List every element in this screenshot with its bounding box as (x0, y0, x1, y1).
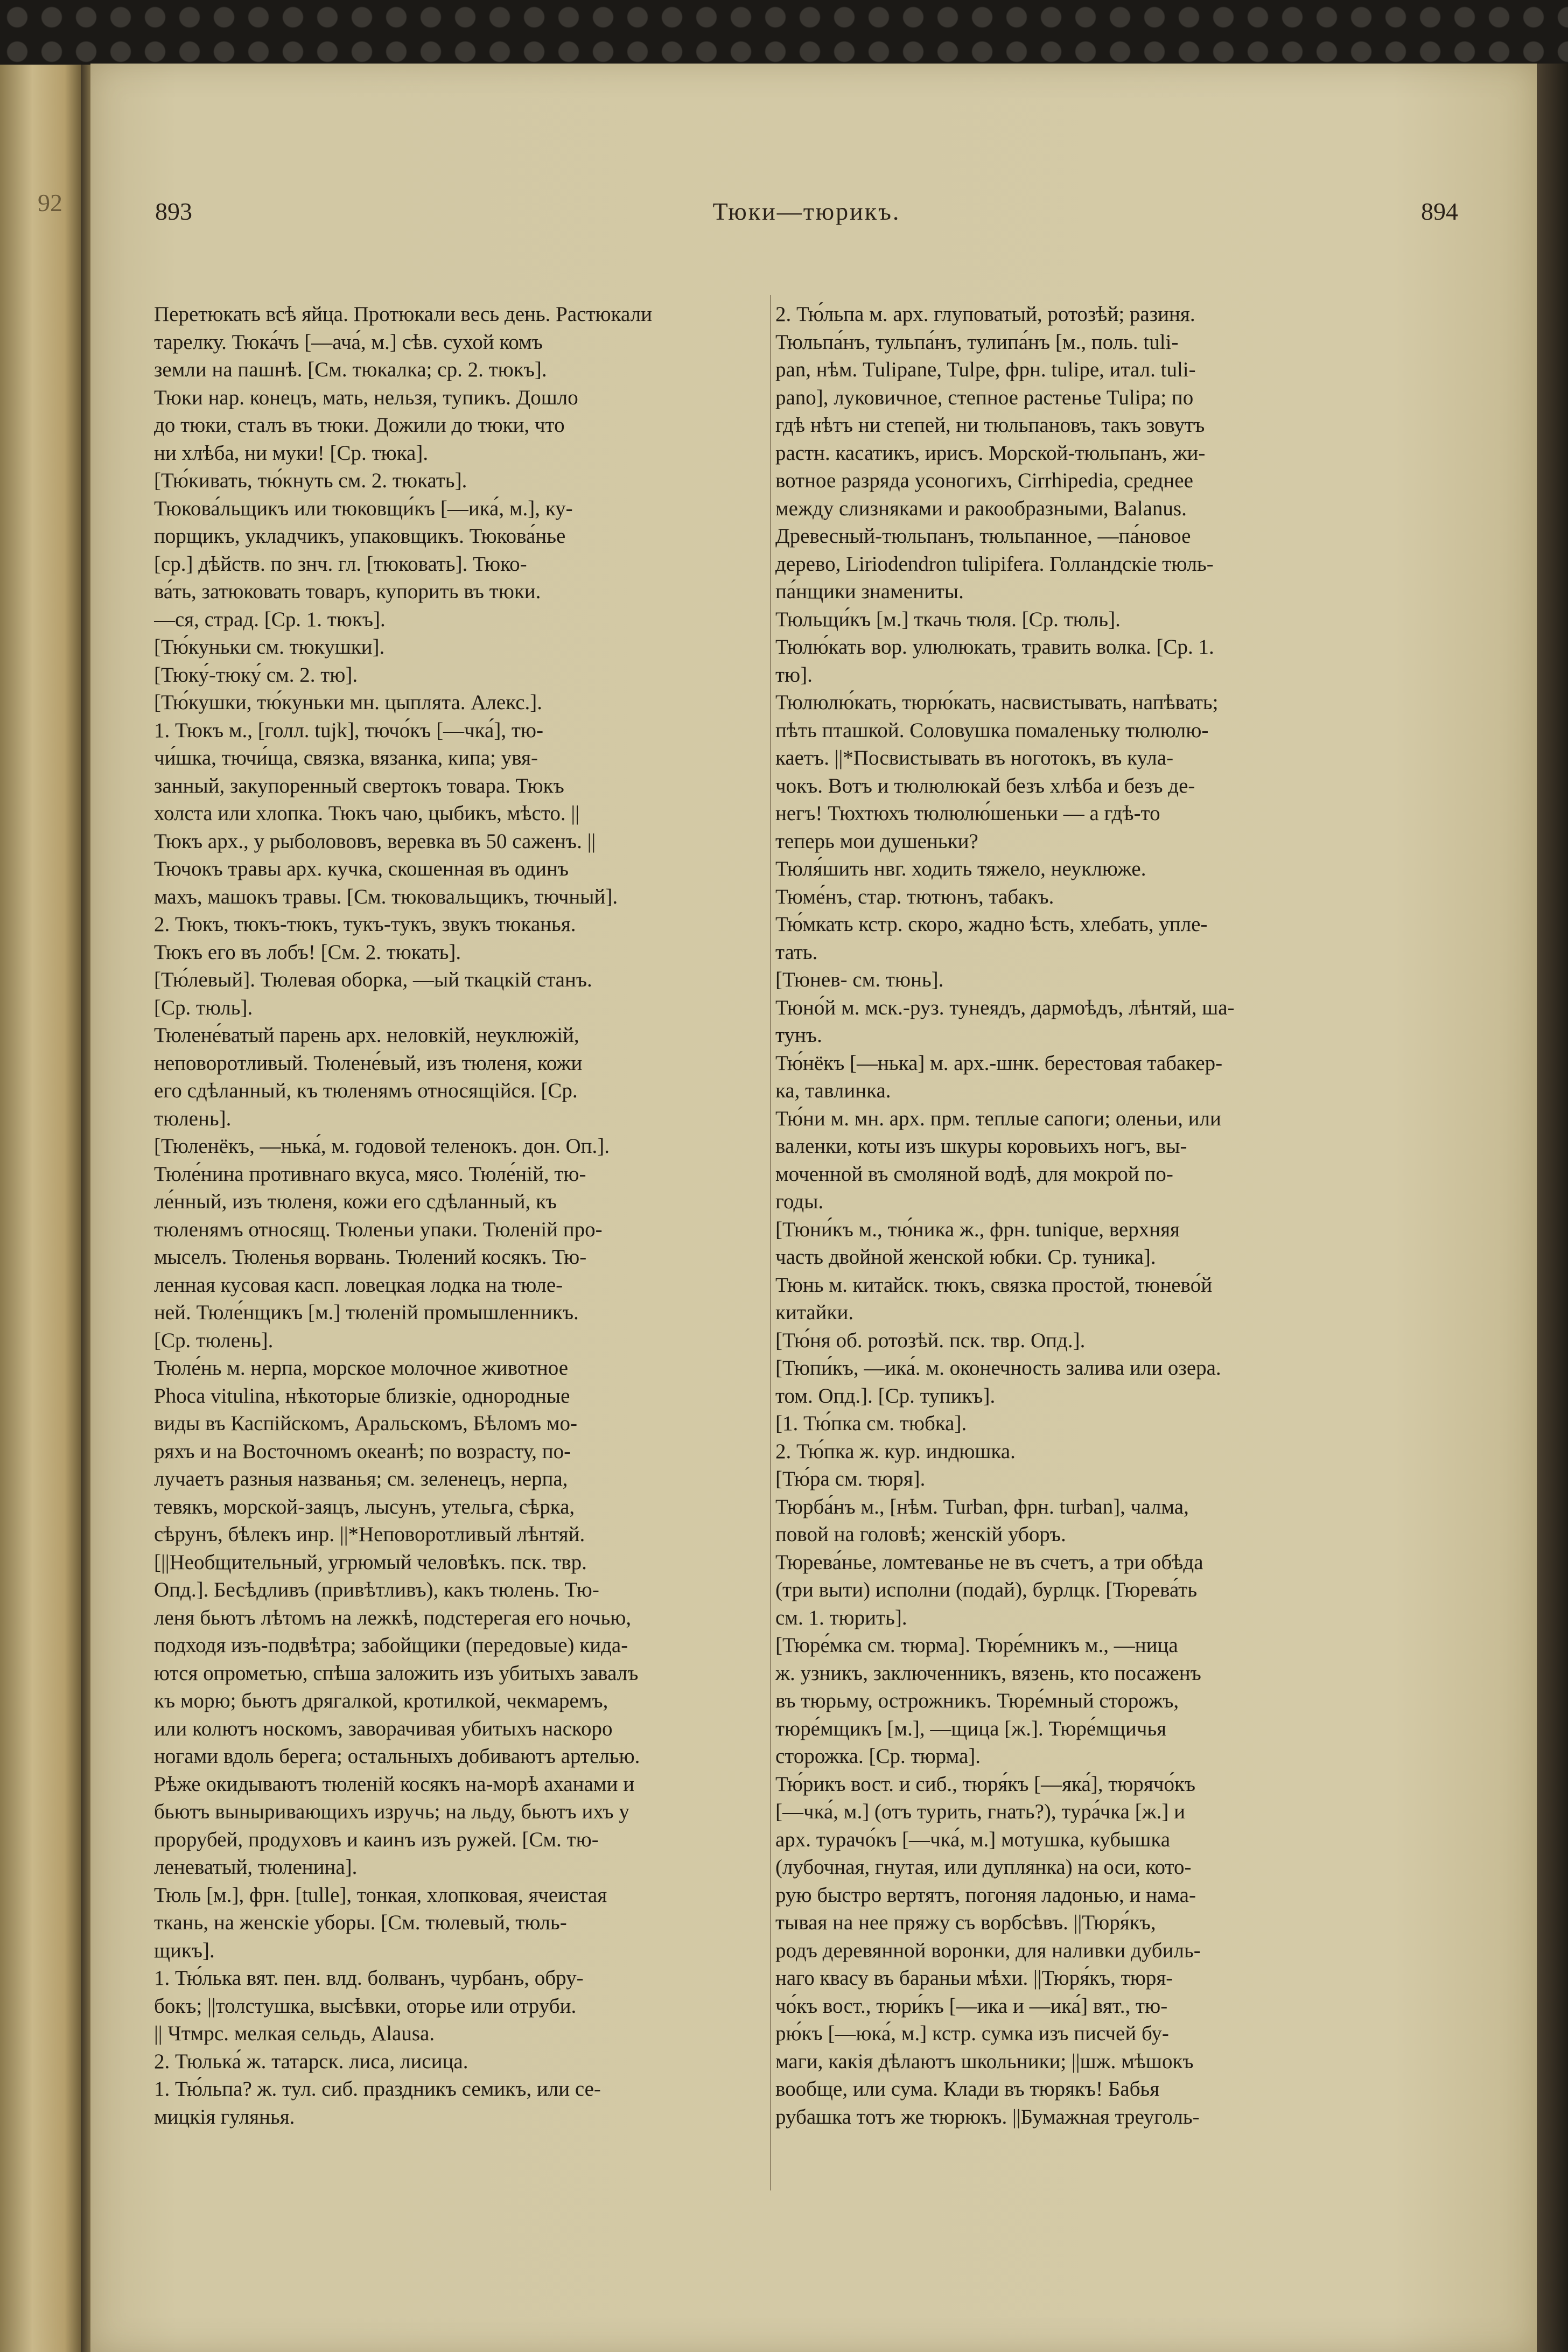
text-line: Тю́мкать кстр. скоро, жадно ѣсть, хлебать, упле- (775, 913, 1208, 936)
text-line: маги, какія дѣлаютъ школьники; ||шж. мѣшокъ (775, 2049, 1194, 2073)
text-line: тывая на нее пряжу съ ворбсѣвъ. ||Тюря́къ, (775, 1911, 1156, 1934)
text-line: [Тю́левый]. Тюлевая оборка, —ый ткацкій станъ. (154, 968, 592, 991)
text-line: тарелку. Тюка́чъ [—ача́, м.] сѣв. сухой комъ (154, 330, 543, 354)
text-line: вотное разряда усоногихъ, Cirrhipedia, среднее (775, 469, 1193, 492)
text-line: чокъ. Вотъ и тюлюлюкай безъ хлѣба и безъ де- (775, 774, 1195, 797)
text-line: [Тюни́къ м., тю́ника ж., фрн. tunique, верхняя (775, 1217, 1180, 1241)
text-line: или колютъ носкомъ, заворачивая убитыхъ наскоро (154, 1717, 613, 1740)
text-line: тю]. (775, 663, 813, 687)
text-line: [1. Тю́пка см. тюбка]. (775, 1412, 967, 1435)
text-line: подходя изъ-подвѣтра; забойщики (передовые) кида- (154, 1634, 628, 1657)
text-line: щикъ]. (154, 1938, 215, 1962)
text-line: родъ деревянной воронки, для наливки дубиль- (775, 1938, 1201, 1962)
text-line: [—чка́, м.] (отъ турить, гнать?), тура́чка [ж.] и (775, 1800, 1185, 1823)
text-line: [Тю́куньки см. тюкушки]. (154, 635, 385, 659)
text-line: Древесный-тюльпанъ, тюльпанное, —па́новое (775, 524, 1191, 548)
text-line: гдѣ нѣтъ ни степей, ни тюльпановъ, такъ зовутъ (775, 414, 1205, 437)
text-line: pan, нѣм. Tulipane, Tulpe, фрн. tulipe, итал. tuli- (775, 358, 1196, 381)
text-line: [Тюленёкъ, —нька́, м. годовой теленокъ. дон. Оп.]. (154, 1135, 610, 1158)
text-line: 2. Тю́льпа м. арх. глуповатый, ротозѣй; разиня. (775, 303, 1195, 326)
text-line: прорубей, продуховъ и каинъ изъ ружей. [См. тю- (154, 1828, 599, 1851)
text-line: pano], луковичное, степное растенье Tulipa; по (775, 386, 1194, 409)
text-line: Тюлю́кать вор. улюлюкать, травить волка. [Ср. 1. (775, 635, 1214, 659)
text-line: Тю́ни м. мн. арх. прм. теплые сапоги; оленьи, или (775, 1107, 1221, 1130)
text-line: 2. Тюкъ, тюкъ-тюкъ, тукъ-тукъ, звукъ тюканья. (154, 913, 576, 936)
text-line: [Тю́ра см. тюря]. (775, 1467, 926, 1490)
text-line: Опд.]. Бесѣдливъ (привѣтливъ), какъ тюлень. Тю- (154, 1578, 599, 1601)
text-line: ка, тавлинка. (775, 1079, 891, 1102)
text-line: [Тюнев- см. тюнь]. (775, 968, 944, 991)
text-line: къ морю; бьютъ дрягалкой, кротилкой, чекмаремъ, (154, 1689, 608, 1712)
text-line: каетъ. ||*Посвистывать въ ноготокъ, въ кула- (775, 746, 1174, 769)
text-line: [ср.] дѣйств. по знч. гл. [тюковать]. Тюко- (154, 552, 527, 576)
text-line: моченной въ смоляной водѣ, для мокрой по- (775, 1162, 1173, 1186)
text-line: вообще, или сума. Клади въ тюрякъ! Бабья (775, 2077, 1160, 2101)
text-line: Тюкъ его въ лобъ! [См. 2. тюкать]. (154, 940, 461, 964)
text-line: порщикъ, укладчикъ, упаковщикъ. Тюкова́нье (154, 524, 566, 548)
text-line: мицкія гулянья. (154, 2105, 295, 2129)
text-line: сѣрунъ, бѣлекъ инр. ||*Неповоротливый лѣнтяй. (154, 1523, 585, 1546)
text-line: (три выти) исполни (подай), бурлцк. [Тюрева́ть (775, 1578, 1198, 1601)
text-line: Тюкъ арх., у рыболововъ, веревка въ 50 саженъ. || (154, 829, 596, 853)
text-line: чо́къ вост., тюри́къ [—ика и —ика́] вят., тю- (775, 1994, 1168, 2018)
text-line: [Ср. тюль]. (154, 996, 253, 1019)
text-line: рубашка тотъ же тюрюкъ. ||Бумажная треуголь- (775, 2105, 1200, 2129)
text-line: [Тюпи́къ, —ика́. м. оконечность залива или озера. (775, 1356, 1221, 1380)
text-line: Тюрба́нъ м., [нѣм. Turban, фрн. turban], чалма, (775, 1495, 1189, 1518)
book-gutter (81, 65, 90, 2352)
text-line: бьютъ выныривающихъ изручь; на льду, бьютъ ихъ у (154, 1800, 629, 1823)
text-line: чи́шка, тючи́ща, связка, вязанка, кипа; увя- (154, 746, 538, 769)
text-line: тюлень]. (154, 1107, 232, 1130)
text-line: Тюльщи́къ [м.] ткачь тюля. [Ср. тюль]. (775, 607, 1121, 631)
text-line: леневатый, тюленина]. (154, 1856, 358, 1879)
text-line: мыселъ. Тюленья ворвань. Тюлений косякъ. Тю- (154, 1245, 587, 1269)
text-line: Тюлене́ватый парень арх. неловкій, неуклюжій, (154, 1024, 579, 1047)
left-page-number: 893 (155, 198, 192, 225)
text-line: бокъ; ||толстушка, высѣвки, оторье или отруби. (154, 1994, 577, 2018)
text-line: земли на пашнѣ. [См. тюкалка; ср. 2. тюкъ]. (154, 358, 547, 381)
text-line: тюре́мщикъ [м.], —щица [ж.]. Тюре́мщичья (775, 1717, 1167, 1740)
text-line: сторожка. [Ср. тюрма]. (775, 1745, 981, 1768)
text-line: ются опрометью, спѣша заложить изъ убитыхъ завалъ (154, 1661, 639, 1685)
text-line: ва́ть, затюковать товаръ, купорить въ тюки. (154, 580, 541, 603)
text-line: до тюки, сталъ въ тюки. Дожили до тюки, что (154, 414, 565, 437)
text-line: па́нщики знамениты. (775, 580, 964, 603)
text-line: Тюле́нь м. нерпа, морское молочное животное (154, 1356, 569, 1380)
text-line: ленная кусовая касп. ловецкая лодка на тюле- (154, 1273, 563, 1297)
page-header (155, 197, 1458, 240)
text-line: Тюкова́льщикъ или тюковщи́къ [—ика́, м.], ку- (154, 496, 573, 520)
text-line: Тючокъ травы арх. кучка, скошенная въ одинъ (154, 857, 569, 880)
text-line: [Тю́кивать, тю́кнуть см. 2. тюкать]. (154, 469, 467, 492)
text-line: повой на головѣ; женскій уборъ. (775, 1523, 1066, 1546)
text-line: растн. касатикъ, ирисъ. Морской-тюльпанъ, жи- (775, 441, 1206, 465)
text-line: Тюрева́нье, ломтеванье не въ счетъ, а три обѣда (775, 1550, 1203, 1574)
text-line: [Тю́кушки, тю́куньки мн. цыплята. Алекс.]. (154, 691, 542, 714)
text-line: [Ср. тюлень]. (154, 1328, 274, 1352)
text-line: Тюно́й м. мск.-руз. тунеядъ, дармоѣдъ, лѣнтяй, ша- (775, 996, 1235, 1019)
text-line: 2. Тю́пка ж. кур. индюшка. (775, 1439, 1016, 1463)
text-line: [Тюку́-тюку́ см. 2. тю]. (154, 663, 358, 687)
text-line: Тюль [м.], фрн. [tulle], тонкая, хлопковая, ячеистая (154, 1883, 607, 1907)
right-page-number: 894 (1421, 198, 1458, 225)
text-line: рю́къ [—юка́, м.] кстр. сумка изъ писчей бу- (775, 2022, 1169, 2045)
facing-page-edge (0, 65, 81, 2352)
text-line: см. 1. тюрить]. (775, 1606, 907, 1629)
text-line: 2. Тюлька́ ж. татарск. лиса, лисица. (154, 2049, 468, 2073)
text-line: валенки, коты изъ шкуры коровьихъ ногъ, вы- (775, 1135, 1187, 1158)
text-line: Phoca vitulina, нѣкоторые близкіе, однородные (154, 1384, 570, 1408)
text-line: (лубочная, гнутая, или дуплянка) на оси, кото- (775, 1856, 1192, 1879)
facing-page-number: 92 (38, 189, 62, 216)
text-line: тюленямъ относящ. Тюленьи упаки. Тюленій про- (154, 1217, 603, 1241)
text-line: Тюльпа́нъ, тульпа́нъ, тулипа́нъ [м., поль. tuli- (775, 330, 1179, 354)
text-line: Перетюкать всѣ яйца. Протюкали весь день. Растюкали (154, 303, 652, 326)
text-line: неповоротливый. Тюлене́вый, изъ тюленя, кожи (154, 1051, 583, 1075)
text-line: ни хлѣба, ни муки! [Ср. тюка]. (154, 441, 429, 465)
text-line: лучаетъ разныя названья; см. зеленецъ, нерпа, (154, 1467, 568, 1490)
text-line: 1. Тю́лька вят. пен. влд. болванъ, чурбанъ, обру- (154, 1966, 584, 1990)
text-line: занный, закупоренный свертокъ товара. Тюкъ (154, 774, 564, 797)
text-line: 1. Тю́льпа? ж. тул. сиб. праздникъ семикъ, или се- (154, 2077, 601, 2101)
running-head: Тюки—тюрикъ. (712, 198, 901, 225)
text-line: || Чтмрс. мелкая сельдь, Alausa. (154, 2022, 435, 2045)
text-line: Тю́нёкъ [—нька] м. арх.-шнк. берестовая табакер- (775, 1051, 1223, 1075)
text-line: ле́нный, изъ тюленя, кожи его сдѣланный, къ (154, 1190, 557, 1213)
left-column (154, 300, 779, 2131)
text-line: [||Необщительный, угрюмый человѣкъ. пск. твр. (154, 1550, 587, 1574)
text-line: холста или хлопка. Тюкъ чаю, цыбикъ, мѣсто. || (154, 802, 579, 825)
text-line: пѣть пташкой. Соловушка помаленьку тюлюлю- (775, 718, 1209, 742)
text-line: —ся, страд. [Ср. 1. тюкъ]. (154, 607, 386, 631)
text-line: ж. узникъ, заключенникъ, вязень, кто посаженъ (775, 1661, 1201, 1685)
text-line: негъ! Тюхтюхъ тюлюлю́шеньки — а гдѣ-то (775, 802, 1160, 825)
text-line: ней. Тюле́нщикъ [м.] тюленій промышленникъ. (154, 1301, 579, 1324)
text-line: рую быстро вертятъ, погоняя ладонью, и нама- (775, 1883, 1196, 1907)
text-line: между слизняками и ракообразными, Balanus. (775, 496, 1187, 520)
text-line: ряхъ и на Восточномъ океанѣ; по возрасту, по- (154, 1439, 571, 1463)
text-line: дерево, Liriodendron tulipifera. Голландскіе тюль- (775, 552, 1214, 576)
text-line: 1. Тюкъ м., [голл. tujk], тючо́къ [—чка́], тю- (154, 718, 543, 742)
book-cover-edge (1537, 64, 1568, 2352)
text-line: Тюле́нина противнаго вкуса, мясо. Тюле́ній, тю- (154, 1162, 586, 1186)
text-line: Тюки нар. конецъ, мать, нельзя, тупикъ. Дошло (154, 386, 578, 409)
text-line: махъ, машокъ травы. [См. тюковальщикъ, тючный]. (154, 885, 618, 908)
text-line: леня бьютъ лѣтомъ на лежкѣ, подстерегая его ночью, (154, 1606, 632, 1629)
text-line: Тюнь м. китайск. тюкъ, связка простой, тюнево́й (775, 1273, 1213, 1297)
dictionary-page (90, 64, 1537, 2352)
text-line: том. Опд.]. [Ср. тупикъ]. (775, 1384, 996, 1408)
text-line: въ тюрьму, острожникъ. Тюре́мный сторожъ, (775, 1689, 1179, 1712)
right-column (775, 300, 1474, 2131)
text-line: ткань, на женскіе уборы. [См. тюлевый, тюль- (154, 1911, 567, 1934)
text-line: наго квасу въ бараньи мѣхи. ||Тюря́къ, тюря- (775, 1966, 1173, 1990)
text-line: Тюме́нъ, стар. тютюнъ, табакъ. (775, 885, 1054, 908)
text-line: [Тюре́мка см. тюрма]. Тюре́мникъ м., —ница (775, 1634, 1178, 1657)
text-line: Тю́рикъ вост. и сиб., тюря́къ [—яка́], тюрячо́къ (775, 1772, 1196, 1796)
text-line: тунъ. (775, 1024, 822, 1047)
text-line: годы. (775, 1190, 824, 1213)
text-line: виды въ Каспійскомъ, Аральскомъ, Бѣломъ мо- (154, 1412, 578, 1435)
text-line: ногами вдоль берега; остальныхъ добиваютъ артелью. (154, 1745, 640, 1768)
text-line: теперь мои душеньки? (775, 829, 978, 853)
text-line: арх. турачо́къ [—чка́, м.] мотушка, кубышка (775, 1828, 1171, 1851)
text-line: китайки. (775, 1301, 854, 1324)
text-line: его сдѣланный, къ тюленямъ относящійся. [Ср. (154, 1079, 578, 1102)
text-line: тевякъ, морской-заяцъ, лысунъ, утельга, сѣрка, (154, 1495, 575, 1518)
text-line: часть двойной женской юбки. Ср. туника]. (775, 1245, 1156, 1269)
text-line: Тюлюлю́кать, тюрю́кать, насвистывать, напѣвать; (775, 691, 1219, 714)
text-line: [Тю́ня об. ротозѣй. пск. твр. Опд.]. (775, 1328, 1086, 1352)
text-line: Тюля́шить нвг. ходить тяжело, неуклюже. (775, 857, 1146, 880)
text-line: Рѣже окидываютъ тюленій косякъ на-морѣ аханами и (154, 1772, 635, 1796)
text-line: тать. (775, 940, 818, 964)
